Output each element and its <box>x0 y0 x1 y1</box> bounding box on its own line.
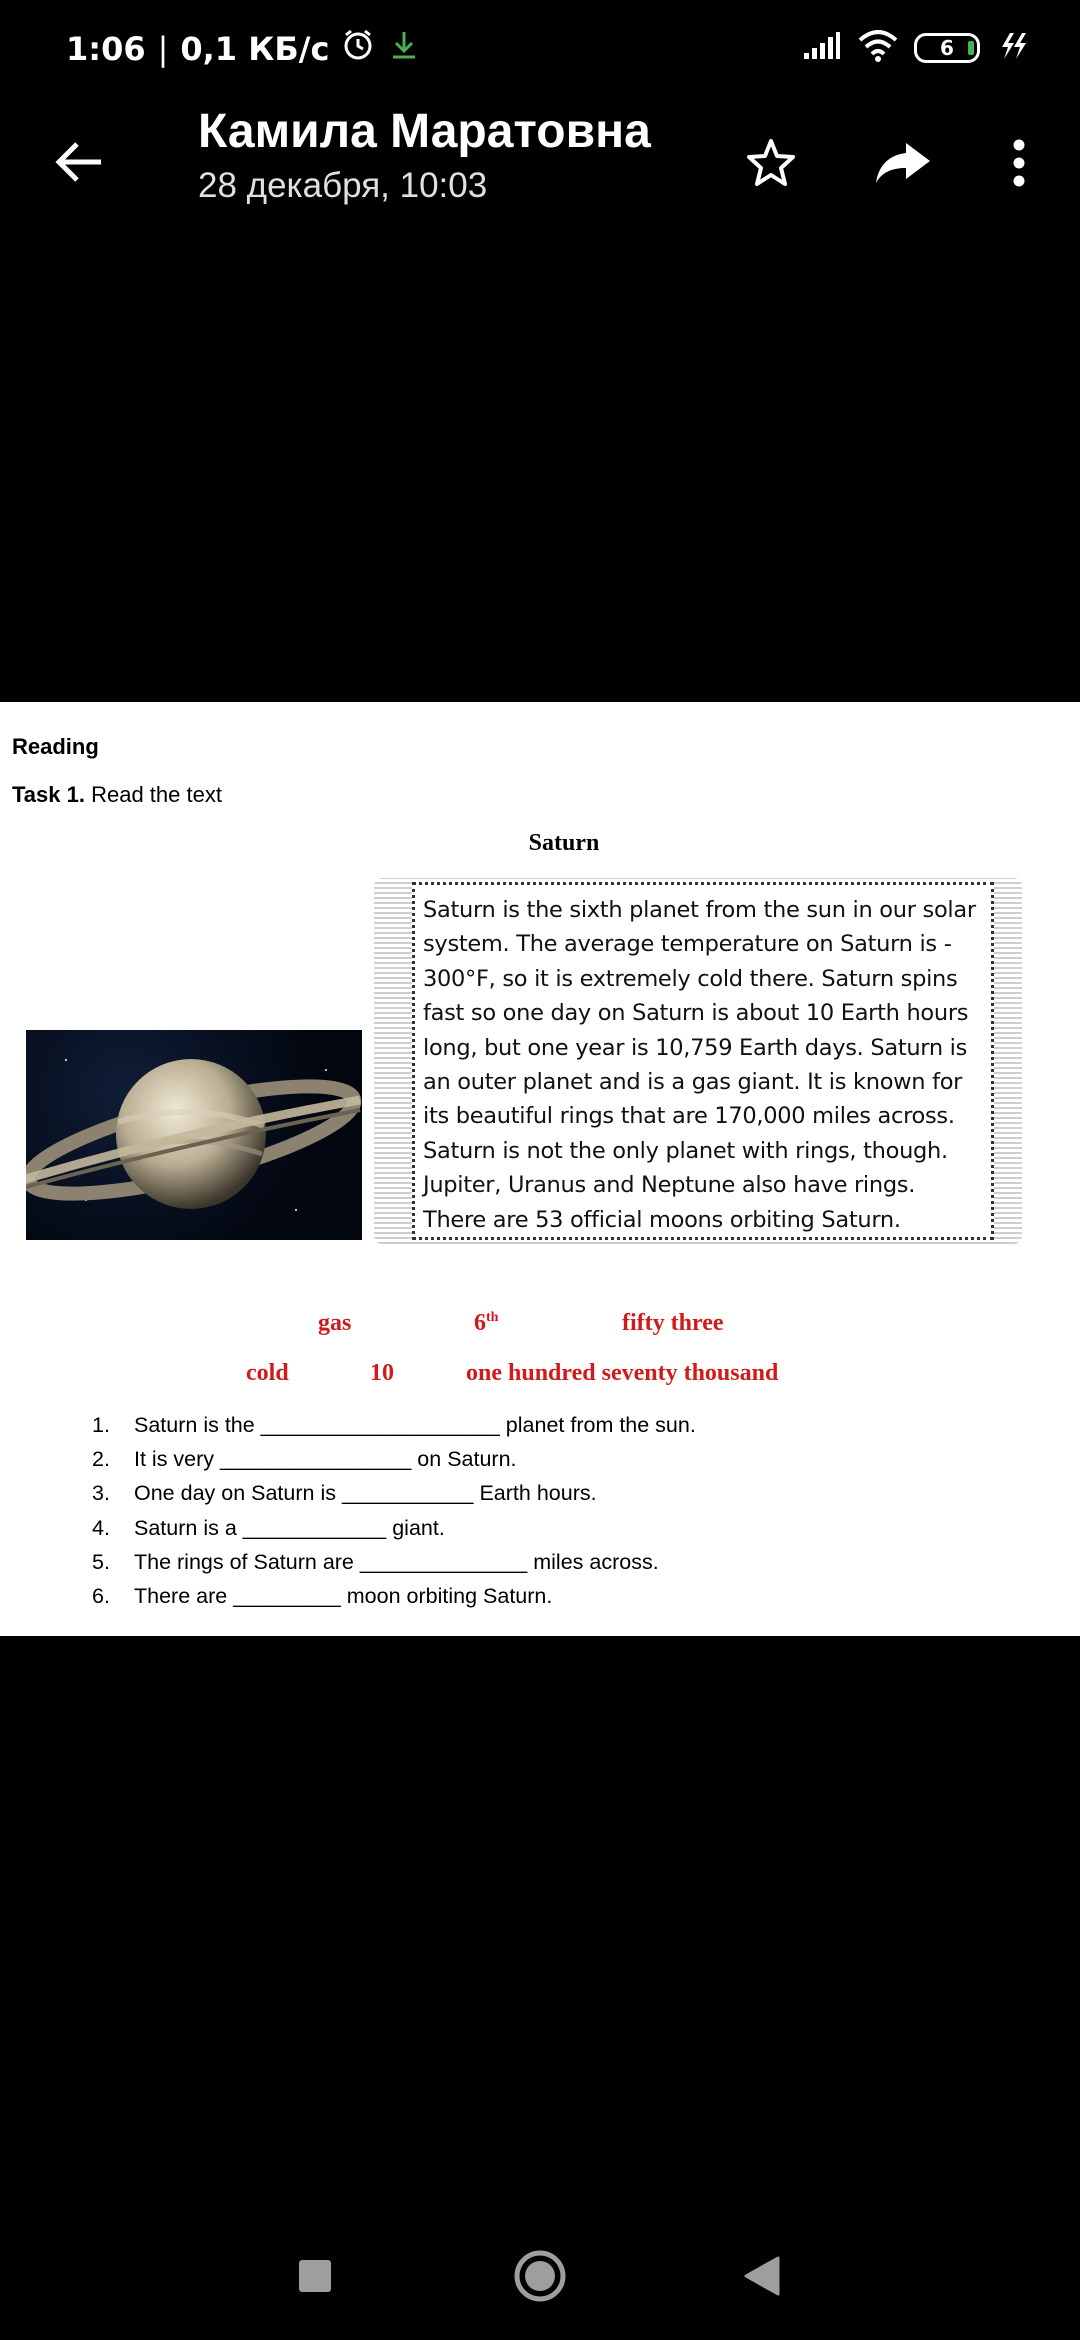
question-number: 3. <box>92 1481 110 1506</box>
system-back-button[interactable] <box>722 2236 802 2316</box>
recent-apps-button[interactable] <box>275 2236 355 2316</box>
wifi-icon <box>858 30 898 66</box>
navigation-bar <box>0 2236 1080 2340</box>
list-item <box>92 1511 696 1545</box>
text-line: Saturn is the sixth planet from the sun in our solar <box>423 897 976 923</box>
text-line: fast so one day on Saturn is about 10 Earth hours <box>423 1000 969 1027</box>
question-list <box>92 1408 696 1613</box>
message-date: 28 декабря, 10:03 <box>198 166 488 205</box>
app-bar <box>0 100 1080 230</box>
arrow-left-icon <box>53 140 103 184</box>
battery-level: 6 <box>940 36 954 60</box>
task-label: Task 1. <box>12 782 85 807</box>
question-number: 4. <box>92 1515 110 1540</box>
word-bank-number: 6 <box>474 1310 486 1336</box>
text-line: long, but one year is 10,759 Earth days. Saturn is <box>423 1034 968 1061</box>
share-arrow-icon <box>874 141 932 185</box>
question-number: 5. <box>92 1549 110 1574</box>
status-left <box>66 28 421 70</box>
word-bank-item: one hundred seventy thousand <box>466 1360 779 1386</box>
question-text: It is very ________________ on Saturn. <box>134 1447 517 1472</box>
sender-name: Камила Маратовна <box>198 105 651 158</box>
signal-icon <box>802 31 842 65</box>
favorite-button[interactable] <box>736 128 806 198</box>
question-number: 2. <box>92 1447 110 1472</box>
list-item <box>92 1408 696 1442</box>
word-bank-item <box>474 1310 498 1337</box>
list-item <box>92 1476 696 1510</box>
more-options-button[interactable] <box>984 128 1054 198</box>
reading-text-box <box>374 878 1022 1244</box>
list-item <box>92 1442 696 1476</box>
more-vert-icon <box>1012 139 1026 187</box>
word-bank-item: gas <box>318 1310 352 1336</box>
question-text: One day on Saturn is ___________ Earth hours. <box>134 1481 597 1506</box>
forward-button[interactable] <box>868 128 938 198</box>
text-heading: Saturn <box>528 830 600 856</box>
question-text: There are _________ moon orbiting Saturn. <box>134 1584 553 1609</box>
reading-text-inner <box>412 882 994 1240</box>
star-icon <box>745 138 797 188</box>
reading-text <box>423 893 983 1237</box>
text-line: Saturn is not the only planet with rings, though. <box>423 1137 948 1164</box>
status-right <box>802 30 1028 66</box>
list-item <box>92 1545 696 1579</box>
alarm-icon <box>341 28 375 70</box>
status-separator: | <box>157 30 169 68</box>
saturn-image <box>26 1030 362 1240</box>
attached-document-image[interactable] <box>0 702 1080 1636</box>
section-title: Reading <box>12 734 99 759</box>
word-bank-item: cold <box>246 1360 289 1386</box>
square-icon <box>298 2259 332 2293</box>
word-bank-superscript: th <box>486 1310 499 1325</box>
status-bar <box>0 0 1080 100</box>
text-line: an outer planet and is a gas giant. It is known for <box>423 1069 963 1096</box>
question-number: 1. <box>92 1413 110 1437</box>
task-instruction <box>12 782 222 808</box>
text-line: 300°F, so it is extremely cold there. Saturn spins <box>423 965 958 992</box>
status-time: 1:06 <box>66 30 146 68</box>
network-speed: 0,1 КБ/с <box>180 30 330 68</box>
list-item <box>92 1579 696 1613</box>
question-text: The rings of Saturn are ______________ miles across. <box>134 1549 659 1574</box>
triangle-back-icon <box>744 2256 780 2296</box>
question-number: 6. <box>92 1584 110 1609</box>
word-bank-item: 10 <box>370 1360 394 1386</box>
text-line: system. The average temperature on Saturn is - <box>423 931 952 958</box>
text-line: Jupiter, Uranus and Neptune also have rings. <box>423 1172 916 1199</box>
text-line: There are 53 official moons orbiting Saturn. <box>423 1206 901 1233</box>
question-text: Saturn is a ____________ giant. <box>134 1515 445 1540</box>
battery-icon <box>914 33 980 63</box>
question-text: Saturn is the ____________________ planet from the sun. <box>134 1413 696 1437</box>
word-bank-item: fifty three <box>622 1310 724 1336</box>
charging-icon <box>996 31 1028 65</box>
task-text: Read the text <box>84 782 222 807</box>
home-button[interactable] <box>500 2236 580 2316</box>
back-button[interactable] <box>48 132 108 192</box>
text-line: its beautiful rings that are 170,000 miles across. <box>423 1103 955 1130</box>
download-icon <box>387 28 421 70</box>
circle-icon <box>513 2249 567 2303</box>
